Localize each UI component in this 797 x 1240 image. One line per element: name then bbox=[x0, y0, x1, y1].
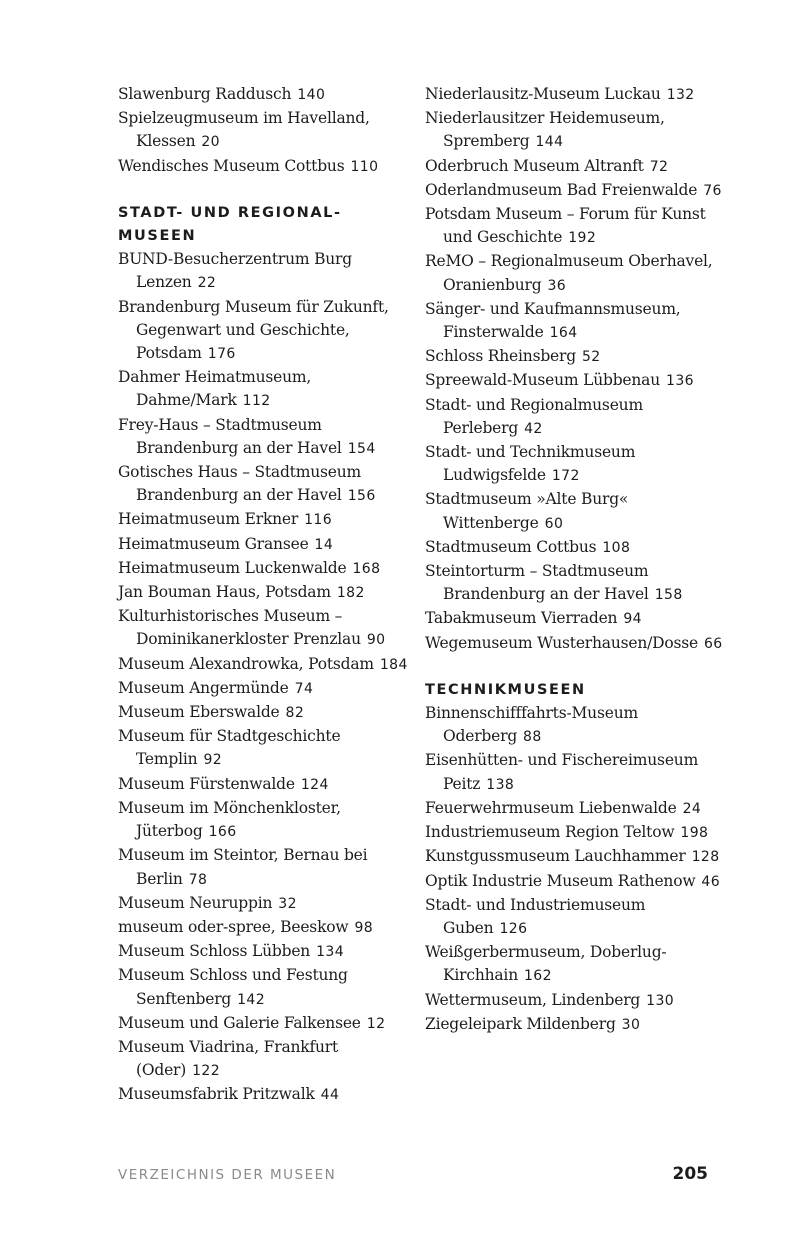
index-entry: Sänger- und Kaufmannsmuseum, Finsterwalde 164 bbox=[425, 299, 681, 342]
index-entry: Museum Alexandrowka, Potsdam 184 bbox=[118, 654, 408, 673]
index-entry: Museum für Stadtgeschichte Templin 92 bbox=[118, 727, 341, 769]
index-entry: Optik Industrie Museum Rathenow 46 bbox=[425, 871, 721, 890]
index-entry: Museum Angermünde 74 bbox=[118, 678, 314, 697]
index-entry: Wettermuseum, Lindenberg 130 bbox=[425, 990, 675, 1009]
left-column bbox=[118, 83, 414, 1108]
index-entry: Oderlandmuseum Bad Freienwalde 76 bbox=[425, 180, 722, 199]
index-entry: Museum im Steintor, Bernau bei Berlin 78 bbox=[118, 846, 368, 888]
right-column bbox=[425, 83, 725, 1037]
index-entry: Heimatmuseum Luckenwalde 168 bbox=[118, 558, 381, 577]
index-entry: Heimatmuseum Gransee 14 bbox=[118, 534, 334, 553]
index-entry: Spreewald-Museum Lübbenau 136 bbox=[425, 371, 694, 390]
index-entry: Museum Schloss Lübben 134 bbox=[118, 942, 344, 961]
index-entry: Museum Neuruppin 32 bbox=[118, 893, 297, 912]
page-number: 205 bbox=[672, 1164, 708, 1184]
index-entry: BUND-Besucherzentrum Burg Lenzen 22 bbox=[118, 250, 352, 292]
index-entry: Wegemuseum Wusterhausen/Dosse 66 bbox=[425, 633, 723, 652]
section-heading-technik: TECHNIKMUSEEN bbox=[425, 681, 586, 698]
index-entry: Brandenburg Museum für Zukunft, Gegenwart und Geschichte, Potsdam 176 bbox=[118, 297, 389, 363]
index-entry: Schloss Rheinsberg 52 bbox=[425, 347, 601, 366]
index-entry: Museum Fürstenwalde 124 bbox=[118, 774, 329, 793]
running-head: VERZEICHNIS DER MUSEEN bbox=[118, 1167, 337, 1183]
right-entries-section bbox=[425, 702, 725, 1037]
index-entry: Industriemuseum Region Teltow 198 bbox=[425, 823, 709, 842]
index-entry: Museumsfabrik Pritzwalk 44 bbox=[118, 1085, 340, 1104]
index-entry: Frey-Haus – Stadtmuseum Brandenburg an der Havel 154 bbox=[118, 415, 376, 457]
index-entry: museum oder-spree, Beeskow 98 bbox=[118, 917, 374, 936]
index-entry: Stadtmuseum Cottbus 108 bbox=[425, 537, 631, 556]
section-heading-regional: STADT- UND REGIONAL-MUSEEN bbox=[118, 204, 342, 245]
right-entries-top bbox=[425, 83, 725, 656]
index-entry: Ziegeleipark Mildenberg 30 bbox=[425, 1014, 641, 1033]
index-entry: Museum Schloss und Festung Senftenberg 142 bbox=[118, 966, 348, 1008]
index-entry: Slawenburg Raddusch 140 bbox=[118, 85, 326, 103]
index-entry: Oderbruch Museum Altranft 72 bbox=[425, 156, 669, 175]
index-entry: Spielzeugmuseum im Havelland, Klessen 20 bbox=[118, 109, 370, 151]
index-entry: Gotisches Haus – Stadtmuseum Brandenburg an der Havel 156 bbox=[118, 463, 376, 505]
index-entry: Dahmer Heimatmuseum, Dahme/Mark 112 bbox=[118, 368, 312, 410]
index-entry: Stadt- und Regionalmuseum Perleberg 42 bbox=[425, 395, 643, 437]
index-entry: Potsdam Museum – Forum für Kunst und Geschichte 192 bbox=[425, 205, 706, 247]
index-entry: Museum Viadrina, Frankfurt (Oder) 122 bbox=[118, 1037, 339, 1080]
index-entry: Binnenschifffahrts-Museum Oderberg 88 bbox=[425, 704, 638, 746]
index-entry: Eisenhütten- und Fischereimuseum Peitz 138 bbox=[425, 751, 699, 793]
index-entry: Museum und Galerie Falkensee 12 bbox=[118, 1013, 386, 1032]
index-entry: Tabakmuseum Vierraden 94 bbox=[425, 609, 642, 628]
index-entry: Niederlausitzer Heidemuseum, Spremberg 144 bbox=[425, 109, 665, 151]
index-entry: Steintorturm – Stadtmuseum Brandenburg an der Havel 158 bbox=[425, 562, 683, 604]
index-entry: Stadtmuseum »Alte Burg« Wittenberge 60 bbox=[425, 490, 629, 532]
index-entry: Museum Eberswalde 82 bbox=[118, 703, 305, 722]
index-entry: Heimatmuseum Erkner 116 bbox=[118, 510, 333, 529]
index-entry: Stadt- und Industriemuseum Guben 126 bbox=[425, 895, 646, 937]
index-entry: Kulturhistorisches Museum – Dominikanerkloster Prenzlau 90 bbox=[118, 607, 386, 649]
left-entries-section bbox=[118, 248, 414, 1107]
index-entry: Kunstgussmuseum Lauchhammer 128 bbox=[425, 847, 720, 866]
index-entry: Feuerwehrmuseum Liebenwalde 24 bbox=[425, 798, 702, 817]
index-entry: Wendisches Museum Cottbus 110 bbox=[118, 156, 379, 175]
index-entry: Jan Bouman Haus, Potsdam 182 bbox=[118, 583, 365, 602]
left-entries-top bbox=[118, 83, 414, 179]
index-entry: Niederlausitz-Museum Luckau 132 bbox=[425, 85, 695, 103]
index-entry: ReMO – Regionalmuseum Oberhavel, Oranienburg 36 bbox=[425, 252, 713, 294]
index-entry: Museum im Mönchenkloster, Jüterbog 166 bbox=[118, 798, 341, 841]
index-entry: Weißgerbermuseum, Doberlug-Kirchhain 162 bbox=[425, 943, 667, 985]
index-entry: Stadt- und Technikmuseum Ludwigsfelde 172 bbox=[425, 443, 636, 485]
